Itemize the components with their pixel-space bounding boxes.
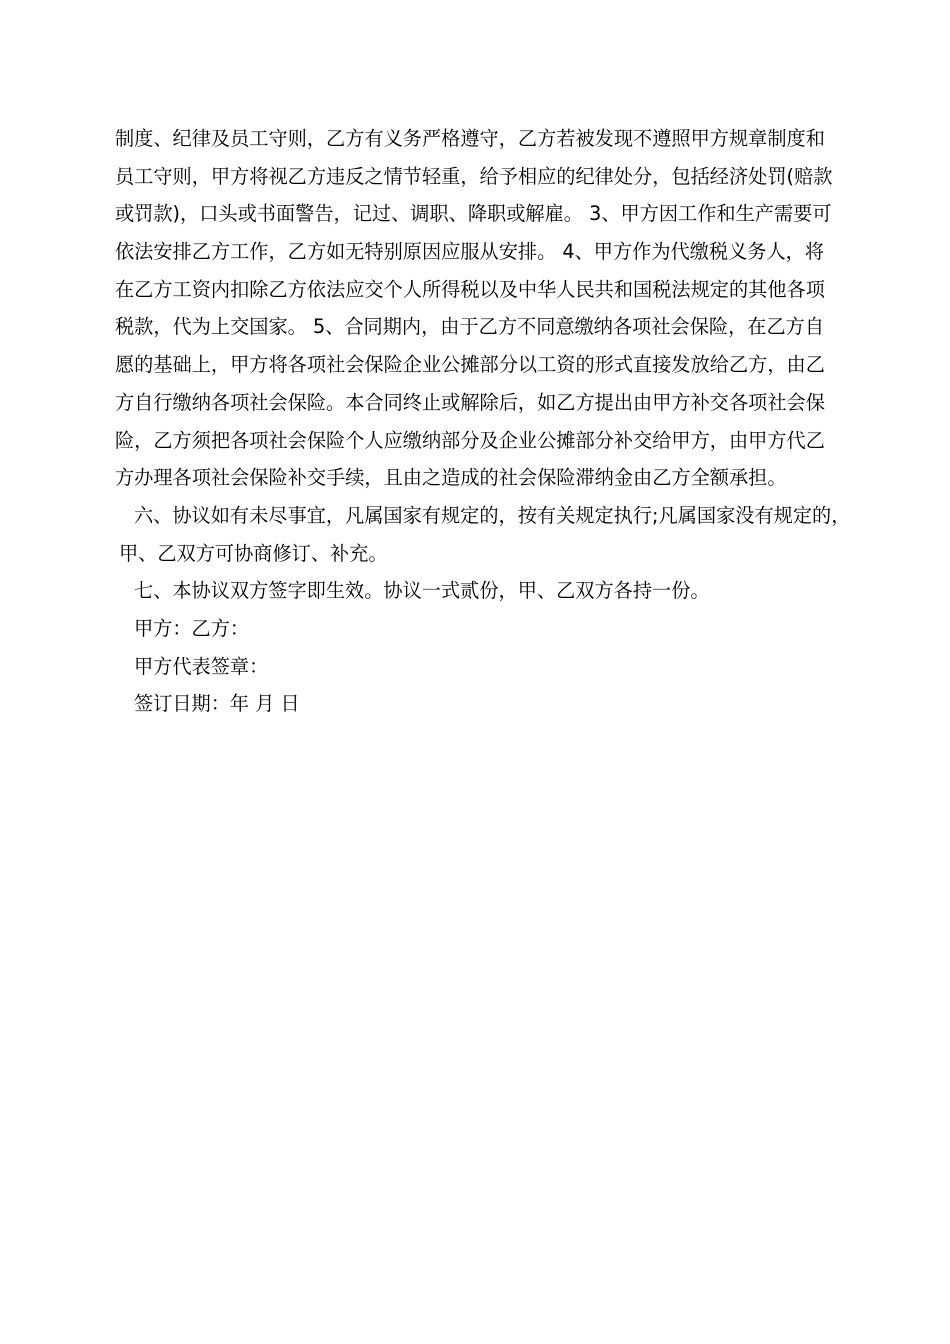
clause-6-line-2: 甲、乙双方可协商修订、补充。 [119, 541, 388, 565]
body-line: 险，乙方须把各项社会保险个人应缴纳部分及企业公摊部分补交给甲方，由甲方代乙 [115, 428, 825, 452]
body-line: 制度、纪律及员工守则，乙方有义务严格遵守，乙方若被发现不遵照甲方规章制度和 [115, 127, 825, 150]
body-line: 方自行缴纳各项社会保险。本合同终止或解除后，如乙方提出由甲方补交各项社会保 [115, 390, 825, 414]
body-line: 员工守则，甲方将视乙方违反之情节轻重，给予相应的纪律处分，包括经济处罚(赔款 [115, 164, 833, 188]
signing-date-line: 签订日期：年 月 日 [134, 692, 300, 716]
body-line: 依法安排乙方工作，乙方如无特别原因应服从安排。 4、甲方作为代缴税义务人，将 [115, 240, 825, 264]
parties-signature-line: 甲方：乙方： [134, 616, 250, 640]
representative-signature-line: 甲方代表签章： [134, 654, 269, 678]
document-page [115, 120, 851, 723]
body-line: 或罚款)，口头或书面警告，记过、调职、降职或解雇。 3、甲方因工作和生产需要可 [115, 202, 832, 226]
clause-6-line-1: 六、协议如有未尽事宜，凡属国家有规定的，按有关规定执行;凡属国家没有规定的， [134, 503, 851, 527]
body-line: 方办理各项社会保险补交手续，且由之造成的社会保险滞纳金由乙方全额承担。 [115, 466, 787, 490]
body-line: 税款，代为上交国家。 5、合同期内，由于乙方不同意缴纳各项社会保险，在乙方自 [115, 315, 825, 339]
body-line: 愿的基础上，甲方将各项社会保险企业公摊部分以工资的形式直接发放给乙方，由乙 [115, 353, 825, 377]
body-line: 在乙方工资内扣除乙方依法应交个人所得税以及中华人民共和国税法规定的其他各项 [115, 277, 825, 301]
clause-7: 七、本协议双方签字即生效。协议一式贰份，甲、乙双方各持一份。 [134, 579, 710, 603]
